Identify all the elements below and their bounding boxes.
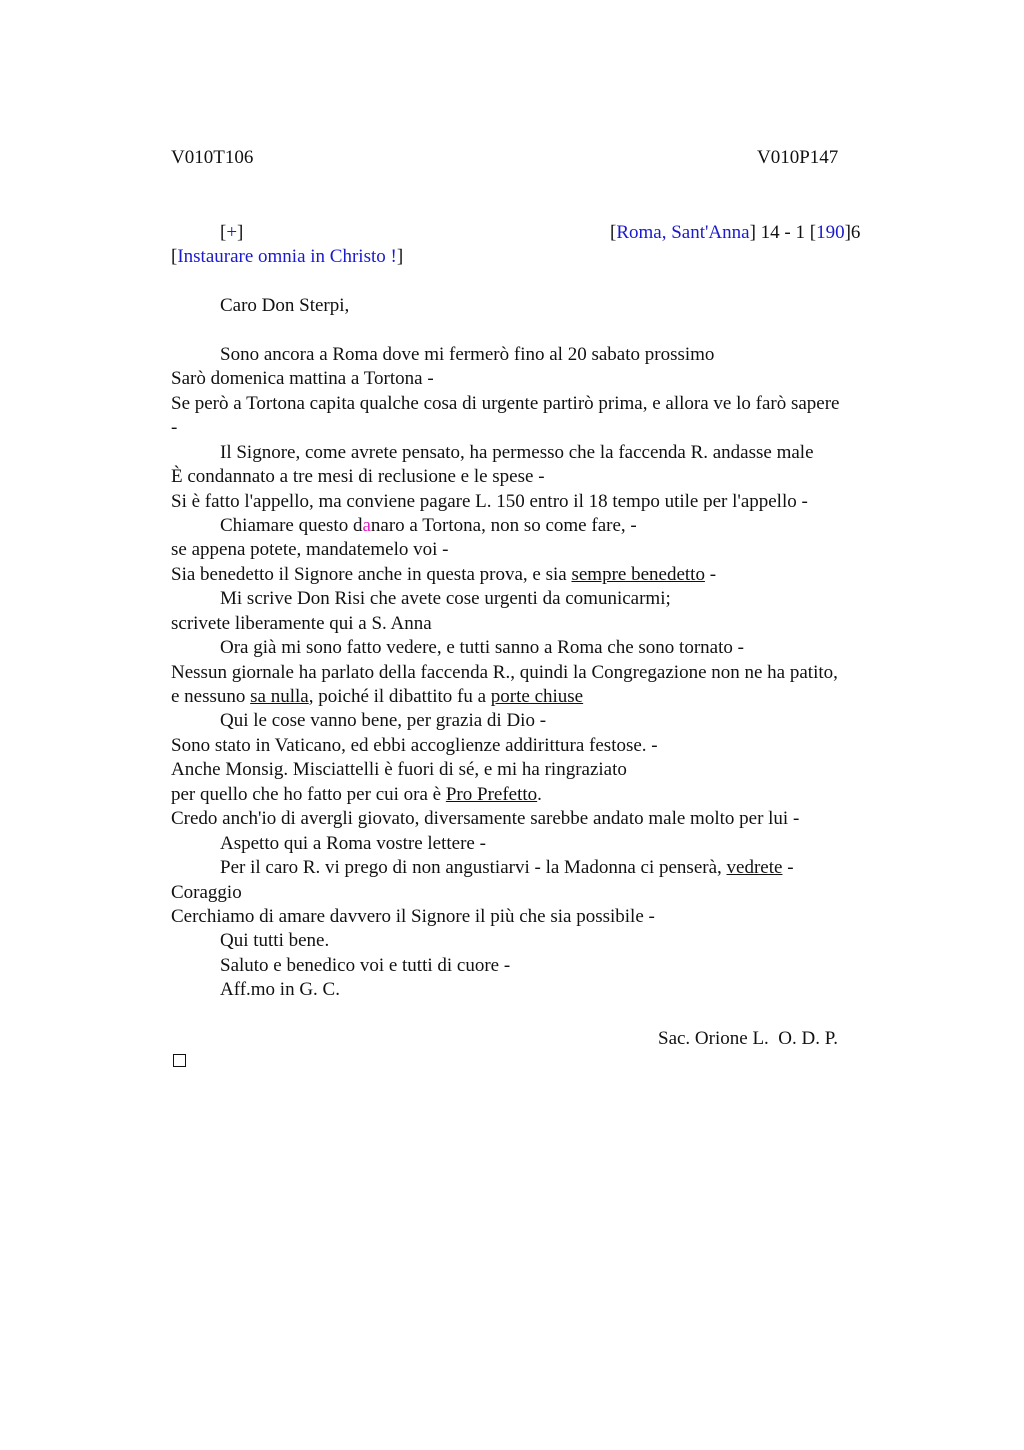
- letter-line: Sono stato in Vaticano, ed ebbi accoglienze addirittura festose. -: [171, 735, 658, 756]
- letter-line: Chiamare questo danaro a Tortona, non so come fare, -: [220, 515, 637, 536]
- letter-line: e nessuno sa nulla, poiché il dibattito fu a porte chiuse: [171, 686, 584, 707]
- place-date: [Roma, Sant'Anna] 14 - 1 [190]6: [610, 222, 861, 243]
- letter-line: Per il caro R. vi prego di non angustiarvi - la Madonna ci penserà, vedrete -: [220, 857, 794, 878]
- underlined-text: sa nulla: [250, 686, 309, 707]
- letter-line: Aspetto qui a Roma vostre lettere -: [220, 833, 486, 854]
- signature: Sac. Orione L. O. D. P.: [658, 1028, 838, 1049]
- motto: [Instaurare omnia in Christo !]: [171, 246, 404, 267]
- letter-line: Qui tutti bene.: [220, 930, 330, 951]
- letter-line: Si è fatto l'appello, ma conviene pagare L. 150 entro il 18 tempo utile per l'appello -: [171, 491, 808, 512]
- letter-line: per quello che ho fatto per cui ora è Pro Prefetto.: [171, 784, 542, 805]
- document-code-right: V010P147: [757, 147, 839, 168]
- underlined-text: porte chiuse: [490, 686, 584, 707]
- underlined-text: sempre benedetto: [571, 564, 705, 585]
- letter-line: Cerchiamo di amare davvero il Signore il più che sia possibile -: [171, 906, 655, 927]
- letter-line: È condannato a tre mesi di reclusione e le spese -: [171, 466, 545, 487]
- letter-line: Il Signore, come avrete pensato, ha permesso che la faccenda R. andasse male: [220, 442, 814, 463]
- underlined-text: Pro Prefetto: [445, 784, 538, 805]
- letter-line: Ora già mi sono fatto vedere, e tutti sanno a Roma che sono tornato -: [220, 637, 744, 658]
- letter-line: Sarò domenica mattina a Tortona -: [171, 368, 434, 389]
- letter-line: Credo anch'io di avergli giovato, diversamente sarebbe andato male molto per lui -: [171, 808, 800, 829]
- letter-line: Qui le cose vanno bene, per grazia di Dio -: [220, 710, 547, 731]
- letter-line: se appena potete, mandatemelo voi -: [171, 539, 449, 560]
- letter-line: -: [171, 417, 178, 438]
- letter-line: Anche Monsig. Misciattelli è fuori di sé, e mi ha ringraziato: [171, 759, 627, 780]
- end-square-icon: [173, 1054, 186, 1067]
- letter-line: Sia benedetto il Signore anche in questa prova, e sia sempre benedetto -: [171, 564, 717, 585]
- place-name: Roma, Sant'Anna: [616, 222, 750, 243]
- letter-line: Mi scrive Don Risi che avete cose urgenti da comunicarmi;: [220, 588, 671, 609]
- letter-line: Sono ancora a Roma dove mi fermerò fino al 20 sabato prossimo: [220, 344, 715, 365]
- closing: Aff.mo in G. C.: [220, 979, 340, 1000]
- letter-line: Nessun giornale ha parlato della faccenda R., quindi la Congregazione non ne ha patito,: [171, 662, 838, 683]
- document-code-left: V010T106: [171, 147, 254, 168]
- letter-line: scrivete liberamente qui a S. Anna: [171, 613, 432, 634]
- letter-line: Coraggio: [171, 882, 242, 903]
- corrected-letter: a: [362, 515, 371, 536]
- letter-line: Saluto e benedico voi e tutti di cuore -: [220, 955, 511, 976]
- year-fragment: 190: [816, 222, 845, 243]
- letter-line: Se però a Tortona capita qualche cosa di urgente partirò prima, e allora ve lo farò sapere: [171, 393, 840, 414]
- underlined-text: vedrete: [726, 857, 783, 878]
- salutation: Caro Don Sterpi,: [220, 295, 350, 316]
- cross-mark: [+]: [220, 222, 244, 243]
